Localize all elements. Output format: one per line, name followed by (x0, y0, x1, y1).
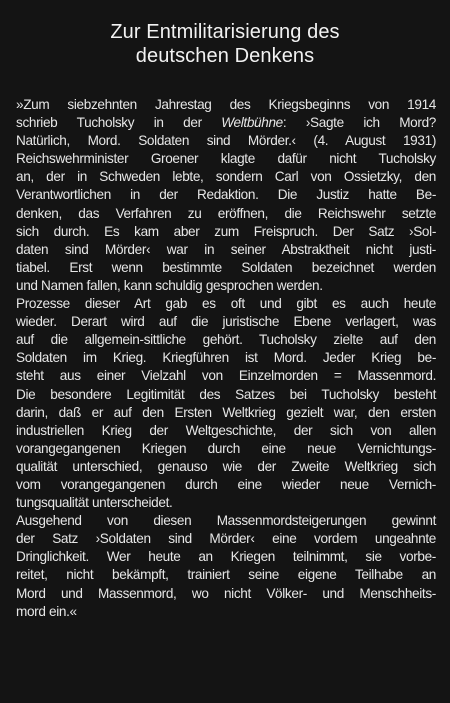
text-line: Ausgehend von diesen Massenmordsteigerungen gewinnt (16, 513, 436, 529)
text-line: der Satz ›Soldaten sind Mörder‹ eine vordem ungeahnte (16, 531, 436, 547)
text-line: vom vorangegangenen durch eine wieder neue Vernich- (16, 476, 436, 492)
text-line: Soldaten im Krieg. Kriegführen ist Mord. Jeder Krieg be- (16, 350, 436, 366)
text-line: wieder. Derart wird auf die juristische Ebene verlagert, was (16, 314, 436, 330)
text-line: tiabel. Erst wenn bestimmte Soldaten bezeichnet werden (16, 259, 436, 275)
text-line: schrieb Tucholsky in der Weltbühne: ›Sagte ich Mord? (16, 115, 436, 131)
text-line: tungsqualität unterscheidet. (16, 495, 173, 511)
text-line: Prozesse dieser Art gab es oft und gibt es auch heute (16, 296, 436, 312)
text-line: denken, das Verfahren zu eröffnen, die Reichswehr setzte (16, 205, 436, 221)
text-line: industriellen Krieg der Weltgeschichte, der sich von allen (16, 422, 436, 438)
document-title (0, 0, 450, 68)
quote-body (16, 96, 436, 621)
text-line: »Zum siebzehnten Jahrestag des Kriegsbeginns von 1914 (16, 97, 436, 112)
text-line: darin, daß er auf den Ersten Weltkrieg gezielt war, den ersten (16, 404, 436, 420)
text-line: mord ein.« (16, 603, 77, 619)
text-line: Reichswehrminister Groener klagte dafür nicht Tucholsky (16, 151, 436, 167)
text-line: und Namen fallen, kann schuldig gesprochen werden. (16, 277, 323, 293)
title-line-1: Zur Entmilitarisierung des (110, 21, 340, 43)
text-line: auf die allgemein-sittliche gehört. Tucholsky zielte auf den (16, 332, 436, 348)
text-line: Die besondere Legitimität des Satzes bei Tucholsky besteht (16, 386, 436, 402)
text-line: an, der in Schweden lebte, sondern Carl von Ossietzky, den (16, 169, 436, 185)
text-line: daten sind Mörder‹ war in seiner Abstraktheit nicht justi- (16, 241, 436, 257)
text-line: steht aus einer Vielzahl von Einzelmorden = Massenmord. (16, 368, 436, 384)
text-line: sich durch. Es kam aber zum Freispruch. Der Satz ›Sol- (16, 223, 436, 239)
text-line: Dringlichkeit. Wer heute an Kriegen teilnimmt, sie vorbe- (16, 549, 436, 565)
text-line: Verantwortlichen in der Redaktion. Die Justiz hatte Be- (16, 187, 436, 203)
text-line: Mord und Massenmord, wo nicht Völker- und Menschheits- (16, 585, 436, 601)
title-line-2: deutschen Denkens (135, 45, 315, 67)
text-line: reitet, nicht bekämpft, trainiert seine eigene Teilhabe an (16, 567, 436, 583)
text-line: vorangegangenen Kriegen durch eine neue Vernichtungs- (16, 440, 436, 456)
text-line: Natürlich, Mord. Soldaten sind Mörder.‹ (4. August 1931) (16, 133, 436, 149)
text-line: qualität unterschied, genauso wie der Zweite Weltkrieg sich (16, 458, 436, 474)
